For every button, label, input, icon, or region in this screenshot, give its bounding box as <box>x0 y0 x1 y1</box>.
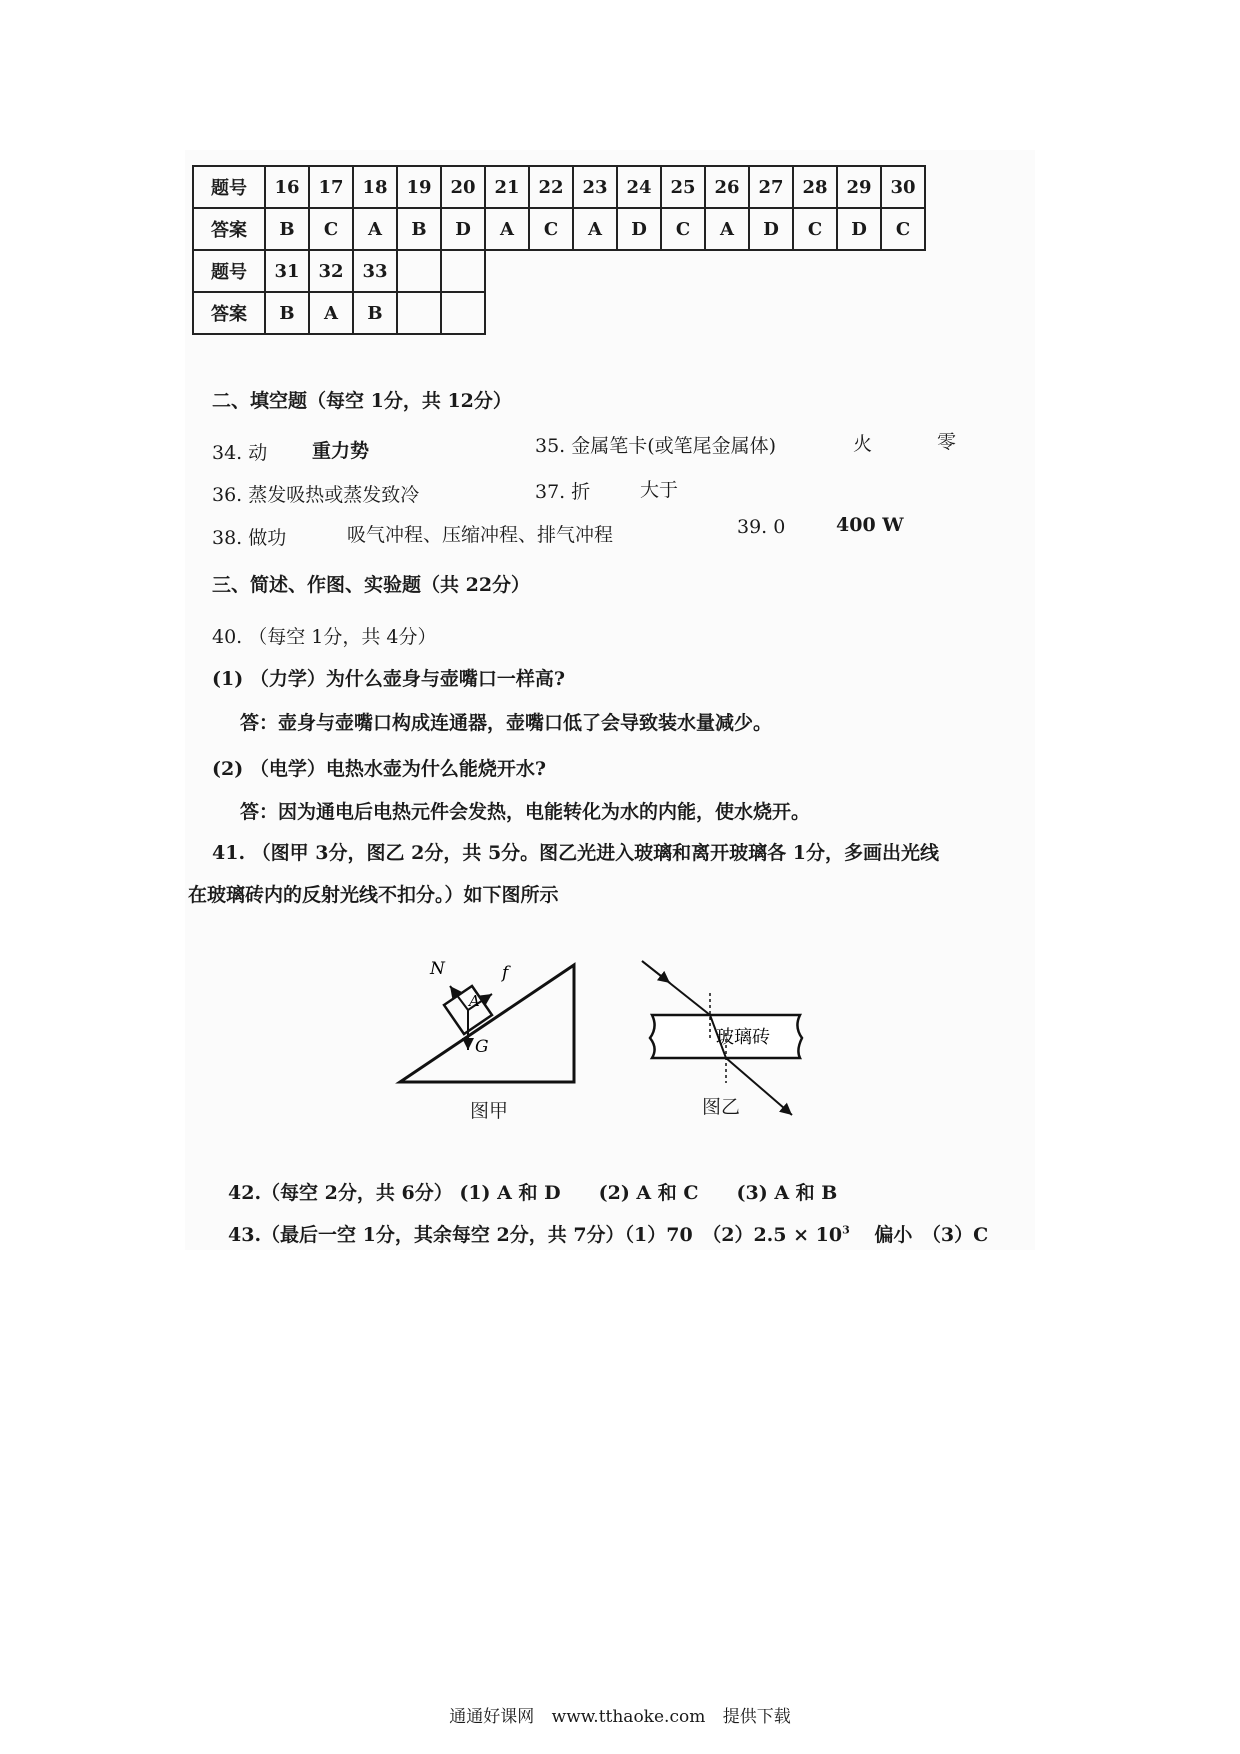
answer-table-cell: 24 <box>617 166 661 208</box>
label-f: f <box>502 963 509 983</box>
answer-table-cell: B <box>397 208 441 250</box>
answer-table-empty <box>573 292 617 334</box>
q34-answer: 34. 动 <box>212 442 268 464</box>
q35-answer-b: 火 <box>853 433 873 455</box>
answer-table-cell: 19 <box>397 166 441 208</box>
answer-table-empty <box>529 250 573 292</box>
figure-b-caption: 图乙 <box>702 1096 741 1118</box>
q43-text: 43.（最后一空 1分，其余每空 2分，共 7分）（1）70 （2）2.5 × 10 <box>228 1224 843 1246</box>
answer-table-empty <box>837 292 881 334</box>
q43-answer <box>228 1220 988 1247</box>
answer-table-cell: D <box>441 208 485 250</box>
label-glass: 玻璃砖 <box>716 1027 770 1048</box>
footer-tail: 提供下载 <box>722 1707 791 1727</box>
answer-table-empty <box>749 292 793 334</box>
answer-table-cell: 33 <box>353 250 397 292</box>
answer-table-cell: B <box>265 208 309 250</box>
answer-table-empty <box>661 292 705 334</box>
answer-table-cell: 16 <box>265 166 309 208</box>
answer-table-cell: D <box>749 208 793 250</box>
answer-table-cell <box>397 250 441 292</box>
answer-table-cell: 30 <box>881 166 925 208</box>
figure-a-caption: 图甲 <box>470 1100 509 1122</box>
answer-table-row <box>193 292 925 334</box>
answer-table-cell: 27 <box>749 166 793 208</box>
answer-table-cell: 32 <box>309 250 353 292</box>
answer-table-cell: C <box>881 208 925 250</box>
answer-table-empty <box>881 292 925 334</box>
answer-table-cell: 25 <box>661 166 705 208</box>
answer-table-cell <box>397 292 441 334</box>
answer-table-cell: D <box>837 208 881 250</box>
answer-table-empty <box>661 250 705 292</box>
label-a: A <box>469 992 480 1010</box>
answer-table-empty <box>705 292 749 334</box>
footer <box>0 1702 1240 1727</box>
q34-answer-b: 重力势 <box>312 440 370 462</box>
answer-table-cell: 22 <box>529 166 573 208</box>
answer-table-empty <box>529 292 573 334</box>
answer-table-empty <box>837 250 881 292</box>
answer-table-cell <box>441 292 485 334</box>
answer-table-cell: 28 <box>793 166 837 208</box>
answer-table-cell <box>441 250 485 292</box>
footer-url[interactable]: www.tthaoke.com <box>551 1707 706 1727</box>
q39-answer: 39. 0 <box>737 516 786 538</box>
answer-table-cell: 18 <box>353 166 397 208</box>
answer-table-empty <box>617 250 661 292</box>
figure-a-incline <box>390 950 590 1090</box>
answer-table-empty <box>485 292 529 334</box>
answer-table-cell: 31 <box>265 250 309 292</box>
answer-table-cell: A <box>485 208 529 250</box>
answer-table-empty <box>485 250 529 292</box>
q35-answer: 35. 金属笔卡(或笔尾金属体) <box>535 435 777 457</box>
answer-table-cell: A <box>705 208 749 250</box>
answer-table-cell: 23 <box>573 166 617 208</box>
q40-2-question: (2) （电学）电热水壶为什么能烧开水? <box>212 758 546 780</box>
q41-line1: 41. （图甲 3分，图乙 2分，共 5分。图乙光进入玻璃和离开玻璃各 1分，多画出光线 <box>212 842 940 864</box>
answer-table-row <box>193 166 925 208</box>
answer-table-cell: B <box>265 292 309 334</box>
q40-2-answer: 答：因为通电后电热元件会发热，电能转化为水的内能，使水烧开。 <box>240 801 811 823</box>
label-g: G <box>475 1037 489 1057</box>
answer-table-cell: 17 <box>309 166 353 208</box>
q43-exponent: 3 <box>842 1223 850 1237</box>
answer-table <box>192 165 926 335</box>
answer-table-cell: A <box>573 208 617 250</box>
q42-answer: 42.（每空 2分，共 6分） (1) A 和 D (2) A 和 C (3) A 和 B <box>228 1182 838 1204</box>
answer-table-cell: C <box>661 208 705 250</box>
q35-answer-c: 零 <box>937 431 957 453</box>
answer-table-cell: A <box>309 292 353 334</box>
section3-title: 三、简述、作图、实验题（共 22分） <box>212 574 531 596</box>
row-header: 题号 <box>193 166 265 208</box>
answer-table-cell: D <box>617 208 661 250</box>
q40-1-question: (1) （力学）为什么壶身与壶嘴口一样高? <box>212 668 565 690</box>
answer-table-empty <box>793 292 837 334</box>
q40-header: 40. （每空 1分，共 4分） <box>212 626 437 648</box>
q38-answer: 38. 做功 <box>212 527 287 549</box>
q43-tail: 偏小 （3）C <box>874 1224 989 1246</box>
answer-table-cell: C <box>793 208 837 250</box>
q40-1-answer: 答：壶身与壶嘴口构成连通器，壶嘴口低了会导致装水量减少。 <box>240 712 773 734</box>
answer-table-empty <box>793 250 837 292</box>
answer-table-cell: 21 <box>485 166 529 208</box>
answer-table-empty <box>617 292 661 334</box>
answer-table-cell: A <box>353 208 397 250</box>
answer-table-cell: 26 <box>705 166 749 208</box>
answer-table-empty <box>881 250 925 292</box>
q39-answer-b: 400 W <box>836 514 904 536</box>
answer-table-cell: B <box>353 292 397 334</box>
incident-arrow <box>642 961 670 983</box>
row-header: 题号 <box>193 250 265 292</box>
answer-table-cell: 29 <box>837 166 881 208</box>
q37-answer-b: 大于 <box>640 479 679 501</box>
section2-title: 二、填空题（每空 1分，共 12分） <box>212 390 512 412</box>
answer-table-cell: C <box>529 208 573 250</box>
row-header: 答案 <box>193 208 265 250</box>
label-n: N <box>430 959 445 979</box>
footer-site-name: 通通好课网 <box>449 1707 535 1727</box>
answer-table-row <box>193 250 925 292</box>
row-header: 答案 <box>193 292 265 334</box>
q37-answer: 37. 折 <box>535 481 591 503</box>
answer-table-row <box>193 208 925 250</box>
answer-table-cell: C <box>309 208 353 250</box>
answer-table-empty <box>749 250 793 292</box>
q36-answer: 36. 蒸发吸热或蒸发致冷 <box>212 484 420 506</box>
incline-triangle <box>400 965 574 1082</box>
answer-table-cell: 20 <box>441 166 485 208</box>
answer-table-empty <box>573 250 617 292</box>
q41-line2: 在玻璃砖内的反射光线不扣分。）如下图所示 <box>188 884 559 906</box>
q38-answer-b: 吸气冲程、压缩冲程、排气冲程 <box>347 524 614 546</box>
answer-table-empty <box>705 250 749 292</box>
